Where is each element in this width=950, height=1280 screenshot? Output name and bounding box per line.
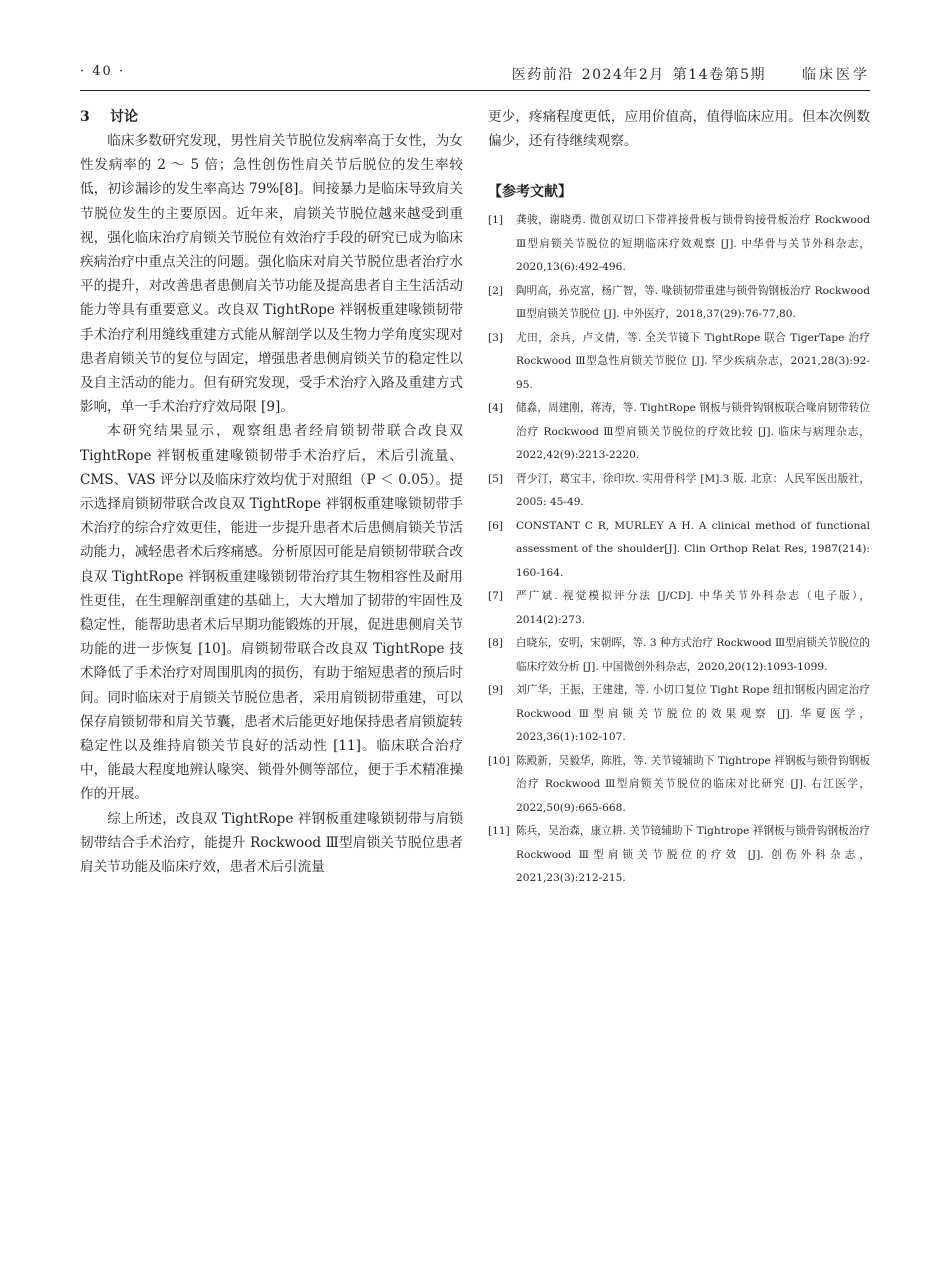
running-header <box>80 64 870 86</box>
reference-text: 陈殿新，吴毅华，陈胜，等. 关节镜辅助下 Tightrope 袢钢板与锁骨钩钢板治疗 Rockwood Ⅲ型肩锁关节脱位的临床对比研究 [J]. 右江医学，2022,50(9):665-668. <box>516 754 870 814</box>
section-number: 3 <box>80 109 90 125</box>
references-heading: 【参考文献】 <box>488 184 572 201</box>
journal-info <box>504 64 870 84</box>
reference-text: 胥少汀，葛宝丰，徐印坎. 实用骨科学 [M].3 版. 北京：人民军医出版社，2005: 45-49. <box>516 472 870 509</box>
header-rule <box>80 90 870 91</box>
reference-text: 储淼，周建刚，蒋涛，等. TightRope 钢板与锁骨钩钢板联合喙肩韧带转位治疗 Rockwood Ⅲ型肩锁关节脱位的疗效比较 [J]. 临床与病理杂志，2022,42(9):2213-2220. <box>516 402 870 462</box>
reference-item <box>488 632 870 679</box>
reference-index: [2] <box>488 284 504 297</box>
reference-item <box>488 209 870 280</box>
reference-text: 严广斌. 视觉模拟评分法 [J/CD]. 中华关节外科杂志（电子版），2014(2):273. <box>516 590 870 626</box>
reference-item <box>488 679 870 750</box>
journal-name: 医药前沿 <box>511 67 574 83</box>
reference-item <box>488 585 870 632</box>
reference-text: 龚骏，谢晓勇. 微创双切口下带袢接骨板与锁骨钩接骨板治疗 Rockwood Ⅲ型肩锁关节脱位的短期临床疗效观察 [J]. 中华骨与关节外科杂志，2020,13(6):492-496. <box>516 214 870 274</box>
reference-index: [7] <box>488 590 504 603</box>
issue-date: 2024年2月 <box>581 67 665 83</box>
reference-item <box>488 515 870 586</box>
reference-index: [4] <box>488 402 504 415</box>
page-number: · 40 · <box>80 64 126 79</box>
reference-index: [5] <box>488 472 504 485</box>
section-heading <box>80 105 463 129</box>
reference-text: CONSTANT C R, MURLEY A H. A clinical method of functional assessment of the shoulder[J]. Clin Orthop Relat Res, 1987(214): 160-164. <box>516 519 870 579</box>
reference-index: [9] <box>488 684 504 697</box>
reference-item <box>488 280 870 327</box>
reference-item <box>488 468 870 515</box>
reference-text: 尤田，余兵，卢文倩，等. 全关节镜下 TightRope 联合 TigerTape 治疗 Rockwood Ⅲ型急性肩锁关节脱位 [J]. 罕少疾病杂志，2021,28(3):92-95. <box>516 331 870 391</box>
reference-index: [11] <box>488 825 510 838</box>
reference-text: 陶明高，孙克富，杨广智，等. 喙锁韧带重建与锁骨钩钢板治疗 Rockwood Ⅲ型肩锁关节脱位 [J]. 中外医疗，2018,37(29):76-77,80. <box>516 284 870 321</box>
reference-index: [8] <box>488 637 504 650</box>
reference-index: [6] <box>488 519 504 532</box>
reference-item <box>488 820 870 891</box>
journal-section: 临床医学 <box>802 67 870 83</box>
reference-list <box>488 209 870 891</box>
body-paragraph: 综上所述，改良双 TightRope 袢钢板重建喙锁韧带与肩锁韧带结合手术治疗，能提升 Rockwood Ⅲ型肩锁关节脱位患者肩关节功能及临床疗效，患者术后引流量 <box>80 810 463 876</box>
volume-issue: 第14卷第5期 <box>672 67 766 83</box>
reference-text: 陈兵，吴治森，康立耕. 关节镜辅助下 Tightrope 袢钢板与锁骨钩钢板治疗 Rockwood Ⅲ型肩锁关节脱位的疗效 [J]. 创伤外科杂志，2021,23(3):212-215. <box>516 825 870 885</box>
reference-index: [10] <box>488 754 510 767</box>
reference-index: [3] <box>488 331 504 344</box>
reference-text: 刘广华，王振，王建建，等. 小切口复位 Tight Rope 纽扣钢板内固定治疗 Rockwood Ⅲ型肩锁关节脱位的效果观察 [J]. 华夏医学，2023,36(1):102-107. <box>516 684 870 744</box>
section-title: 讨论 <box>110 109 138 125</box>
reference-index: [1] <box>488 214 504 227</box>
left-column <box>80 105 463 879</box>
body-paragraph: 本研究结果显示，观察组患者经肩锁韧带联合改良双 TightRope 袢钢板重建喙锁韧带手术治疗后，术后引流量、CMS、VAS 评分以及临床疗效均优于对照组（P ＜ 0.05）。提示选择肩锁韧带联合改良双 TightRope 袢钢板重建喙锁韧带手术治疗的综合疗效更佳，能进一步提升患者术后患侧肩锁关节活动能力，减轻患者术后疼痛感。分析原因可能是肩锁韧带联合改良双 TightRope 袢钢板重建喙锁韧带治疗其生物相容性及耐用性更佳，在生理解剖重建的基础上，大大增加了韧带的牢固性及稳定性，能帮助患者术后早期功能锻炼的开展，促进患侧肩关节功能的进一步恢复 [10]。肩锁韧带联合改良双 TightRope 技术降低了手术治疗对周围肌肉的损伤，有助于缩短患者的预后时间。同时临床对于肩锁关节脱位患者，采用肩锁韧带重建，可以保存肩锁韧带和肩关节囊，患者术后能更好地保持患者肩锁旋转稳定性以及维持肩锁关节良好的活动性 [11]。临床联合治疗中，能最大程度地辨认喙突、锁骨外侧等部位，便于手术精准操作的开展。 <box>80 423 463 803</box>
body-paragraph: 临床多数研究发现，男性肩关节脱位发病率高于女性，为女性发病率的 2 ～ 5 倍；急性创伤性肩关节后脱位的发生率较低，初诊漏诊的发生率高达 79%[8]。间接暴力是临床导致肩关节脱位发生的主要原因。近年来，肩锁关节脱位越来越受到重视，强化临床治疗肩锁关节脱位有效治疗手段的研究已成为临床疾病治疗中重点关注的问题。强化临床对肩关节脱位患者治疗水平的提升，对改善患者患侧肩关节功能及提高患者自主生活活动能力等具有重要意义。改良双 TightRope 袢钢板重建喙锁韧带手术治疗利用缝线重建方式能从解剖学以及生物力学角度实现对患者肩锁关节的复位与固定，增强患者患侧肩锁关节的稳定性以及自主活动的能力。但有研究发现，受手术治疗入路及重建方式影响，单一手术治疗疗效局限 [9]。 <box>80 133 463 416</box>
reference-item <box>488 327 870 398</box>
body-paragraph-continuation: 更少，疼痛程度更低，应用价值高，值得临床应用。但本次例数偏少，还有待继续观察。 <box>488 109 870 150</box>
reference-item <box>488 397 870 468</box>
reference-item <box>488 750 870 821</box>
right-column <box>488 105 870 891</box>
reference-text: 白晓东，安明，宋朝晖，等. 3 种方式治疗 Rockwood Ⅲ型肩锁关节脱位的临床疗效分析 [J]. 中国微创外科杂志，2020,20(12):1093-1099. <box>516 637 870 673</box>
